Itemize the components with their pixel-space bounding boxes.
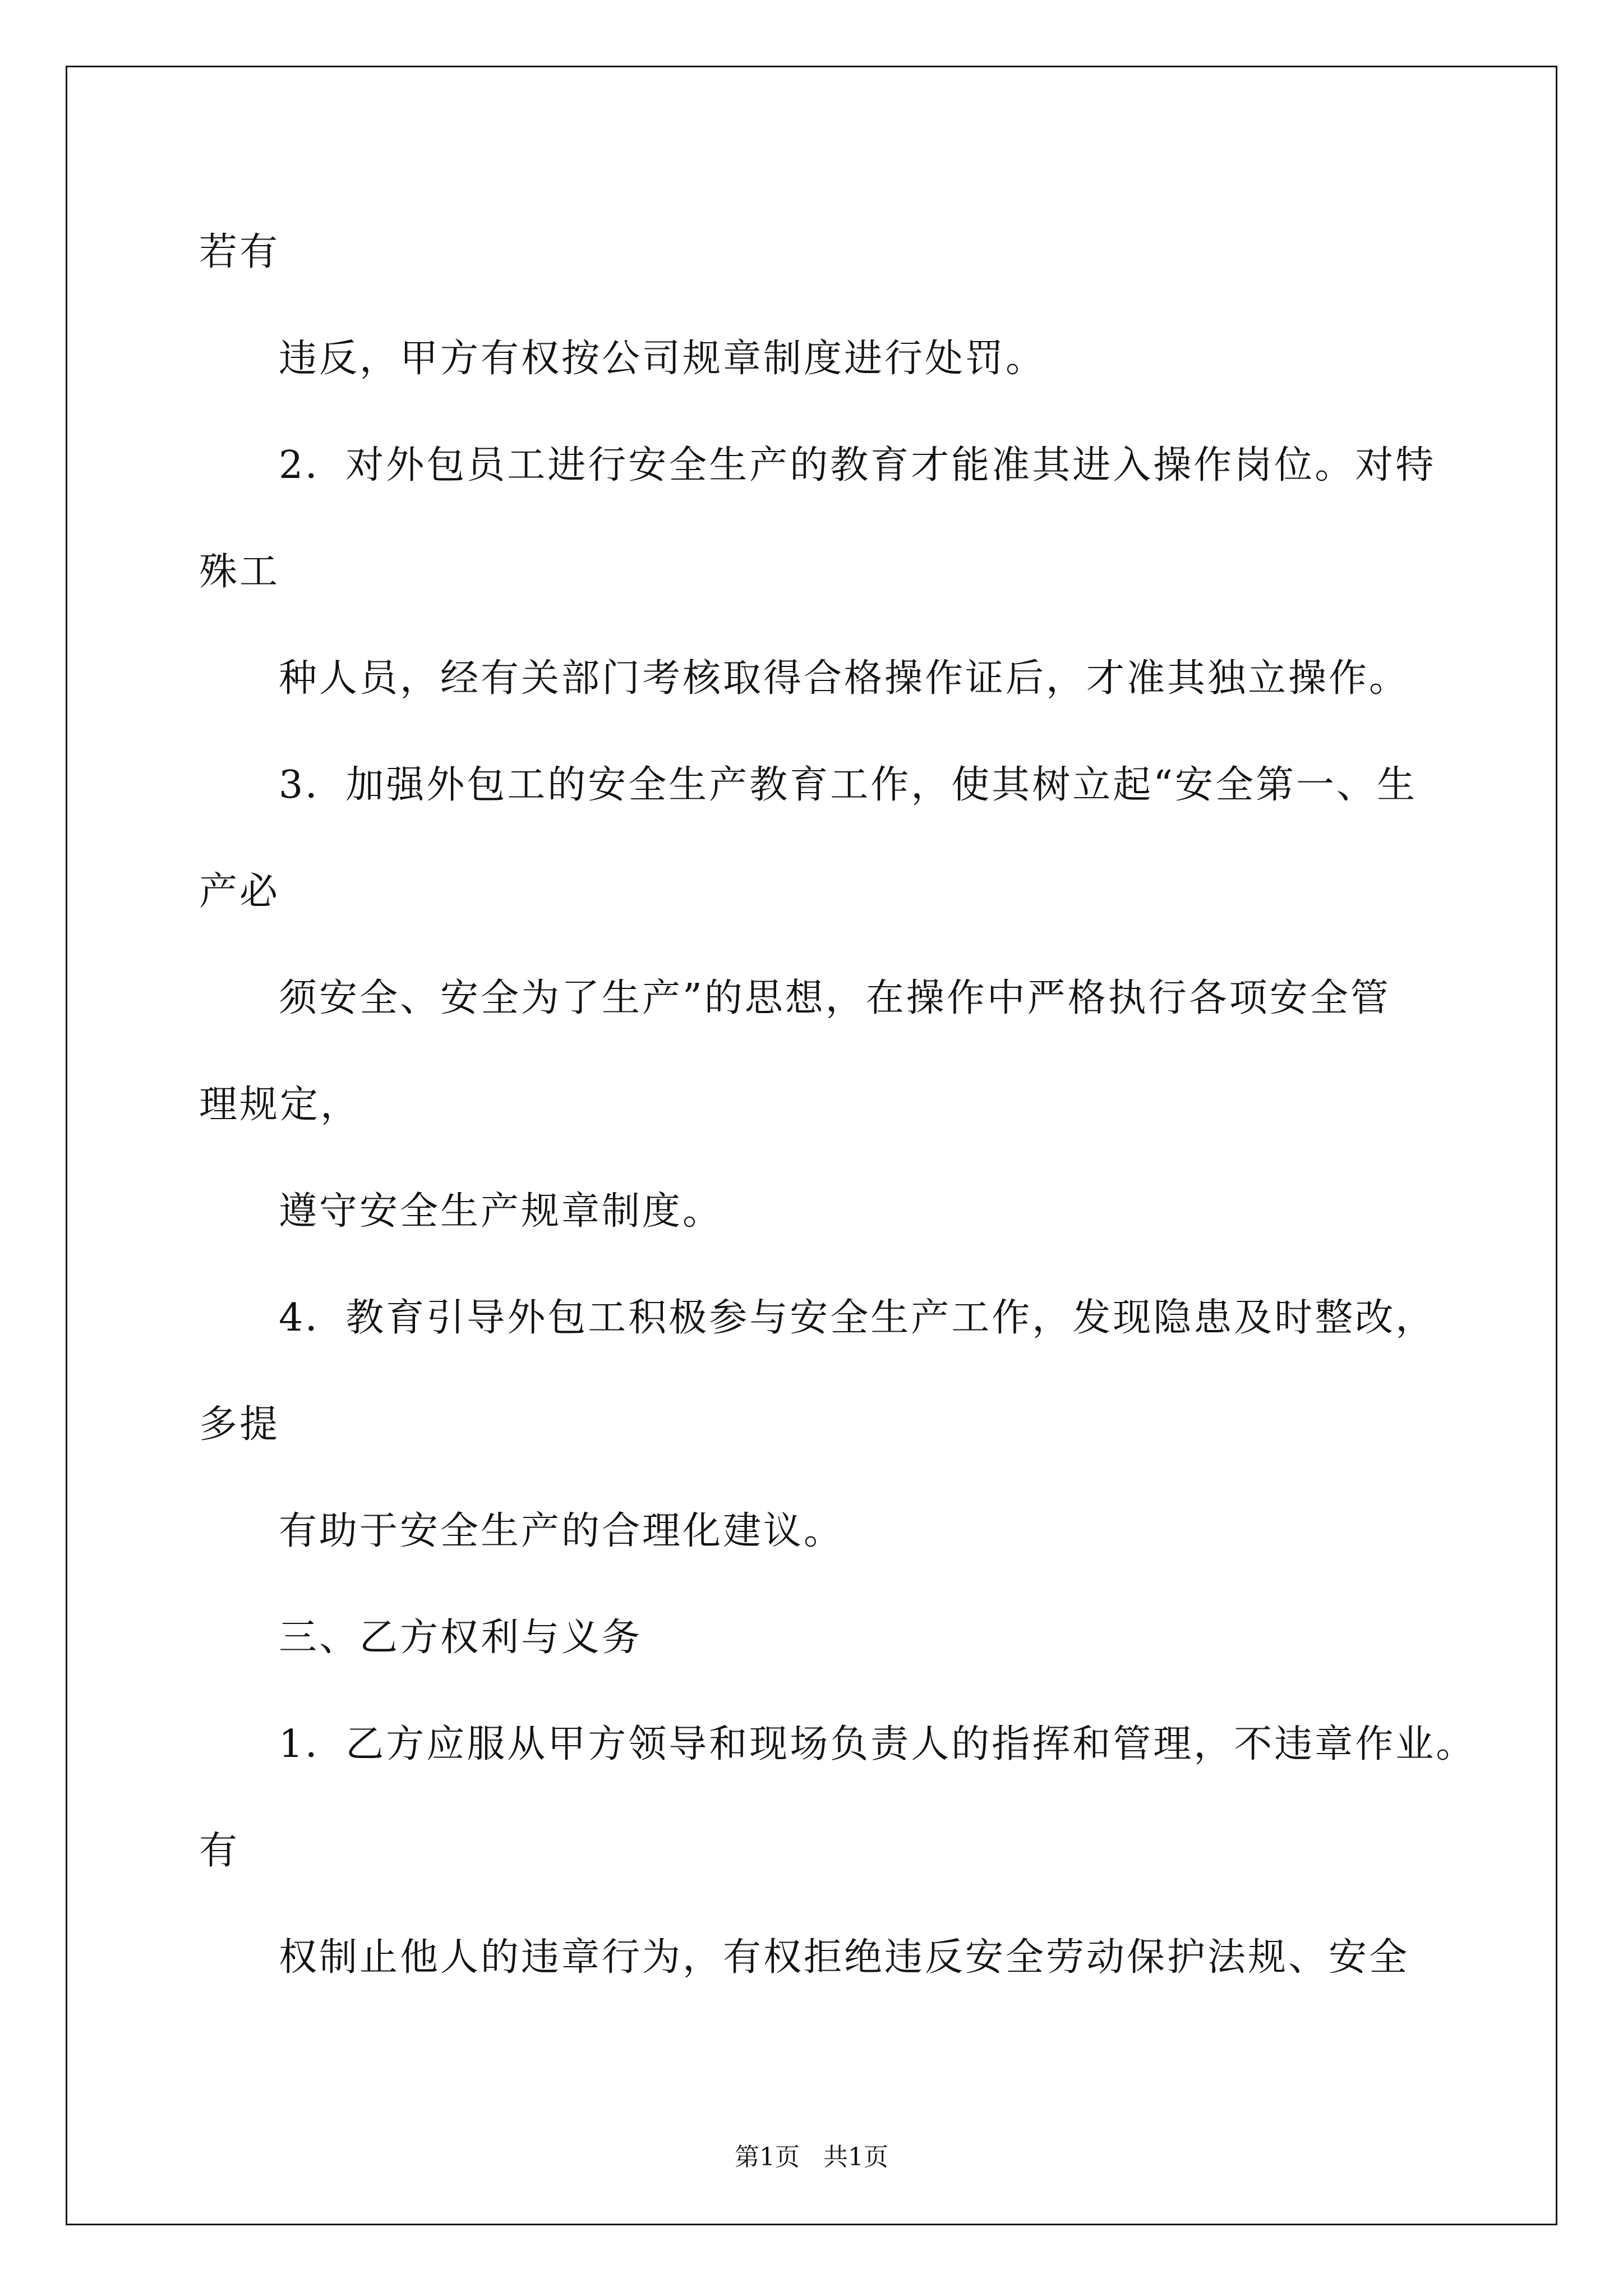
- text-line-11: 4．教育引导外包工积极参与安全生产工作，发现隐患及时整改，: [279, 1296, 1436, 1340]
- text-line-6: 3．加强外包工的安全生产教育工作，使其树立起“安全第一、生: [279, 763, 1418, 807]
- text-line-15: 1．乙方应服从甲方领导和现场负责人的指挥和管理，不违章作业。: [279, 1722, 1477, 1766]
- text-line-16: 有: [199, 1829, 240, 1873]
- text-line-9: 理规定，: [199, 1083, 361, 1127]
- text-line-7: 产必: [199, 869, 280, 914]
- text-line-17: 权制止他人的违章行为，有权拒绝违反安全劳动保护法规、安全: [279, 1935, 1410, 1980]
- text-line-8: 须安全、安全为了生产”的思想，在操作中严格执行各项安全管: [279, 976, 1391, 1020]
- text-line-12: 多提: [199, 1402, 280, 1447]
- text-line-4: 殊工: [199, 550, 280, 594]
- page-border: [66, 66, 1557, 2225]
- page-number-footer: 第1页 共1页: [735, 2143, 888, 2171]
- text-line-2: 违反，甲方有权按公司规章制度进行处罚。: [279, 337, 1046, 381]
- section-heading: 三、乙方权利与义务: [279, 1616, 643, 1660]
- text-line-10: 遵守安全生产规章制度。: [279, 1189, 723, 1234]
- text-line-5: 种人员，经有关部门考核取得合格操作证后，才准其独立操作。: [279, 656, 1410, 701]
- text-line-3: 2．对外包员工进行安全生产的教育才能准其进入操作岗位。对特: [279, 443, 1436, 487]
- text-line-1: 若有: [199, 230, 280, 274]
- text-line-13: 有助于安全生产的合理化建议。: [279, 1509, 845, 1553]
